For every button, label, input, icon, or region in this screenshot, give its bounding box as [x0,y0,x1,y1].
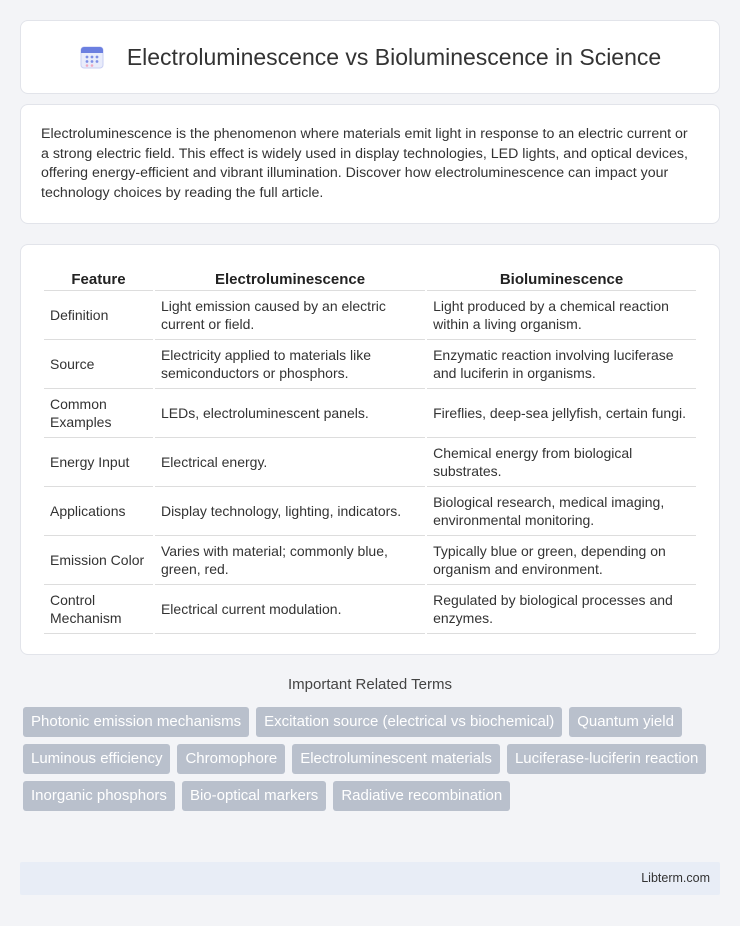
header-feature: Feature [44,265,153,291]
table-row [44,291,696,340]
feature-cell: Definition [44,291,153,340]
feature-cell: Emission Color [44,536,153,585]
header-bioluminescence: Bioluminescence [427,265,696,291]
term-tag[interactable]: Chromophore [177,744,285,774]
term-tag[interactable]: Electroluminescent materials [292,744,500,774]
intro-card [20,104,720,224]
bio-cell: Light produced by a chemical reaction within a living organism. [427,291,696,340]
electro-cell: Varies with material; commonly blue, green, red. [155,536,425,585]
feature-cell: Common Examples [44,389,153,438]
table-header-row [44,265,696,291]
related-terms-list [23,707,713,811]
table-row [44,340,696,389]
intro-text: Electroluminescence is the phenomenon where materials emit light in response to an electric current or a strong electric field. This effect is widely used in display technologies, LED lights, and optical devices, offering energy-efficient and vibrant illumination. Discover how electroluminescence can impact your technology choices by reading the full article. [41,126,688,201]
electro-cell: LEDs, electroluminescent panels. [155,389,425,438]
term-tag[interactable]: Quantum yield [569,707,682,737]
electro-cell: Electrical energy. [155,438,425,487]
electro-cell: Display technology, lighting, indicators. [155,487,425,536]
term-tag[interactable]: Excitation source (electrical vs biochemical) [256,707,562,737]
bio-cell: Regulated by biological processes and enzymes. [427,585,696,634]
footer-site-link[interactable]: Libterm.com [641,871,710,885]
related-terms-title: Important Related Terms [288,676,452,693]
electro-cell: Electrical current modulation. [155,585,425,634]
feature-cell: Energy Input [44,438,153,487]
table-row [44,536,696,585]
bio-cell: Biological research, medical imaging, environmental monitoring. [427,487,696,536]
bio-cell: Chemical energy from biological substrates. [427,438,696,487]
table-row [44,585,696,634]
page-title: Electroluminescence vs Bioluminescence in Science [126,43,662,70]
calendar-grid-icon [79,44,105,70]
electro-cell: Light emission caused by an electric current or field. [155,291,425,340]
bio-cell: Typically blue or green, depending on organism and environment. [427,536,696,585]
table-row [44,438,696,487]
feature-cell: Source [44,340,153,389]
comparison-card [20,244,720,655]
feature-cell: Control Mechanism [44,585,153,634]
term-tag[interactable]: Inorganic phosphors [23,781,175,811]
comparison-table [42,265,698,634]
electro-cell: Electricity applied to materials like semiconductors or phosphors. [155,340,425,389]
feature-cell: Applications [44,487,153,536]
term-tag[interactable]: Luciferase-luciferin reaction [507,744,706,774]
term-tag[interactable]: Radiative recombination [333,781,510,811]
header-card [20,20,720,94]
table-row [44,487,696,536]
term-tag[interactable]: Luminous efficiency [23,744,170,774]
header-electroluminescence: Electroluminescence [155,265,425,291]
term-tag[interactable]: Photonic emission mechanisms [23,707,249,737]
footer [20,862,720,895]
table-row [44,389,696,438]
bio-cell: Fireflies, deep-sea jellyfish, certain fungi. [427,389,696,438]
term-tag[interactable]: Bio-optical markers [182,781,326,811]
bio-cell: Enzymatic reaction involving luciferase and luciferin in organisms. [427,340,696,389]
